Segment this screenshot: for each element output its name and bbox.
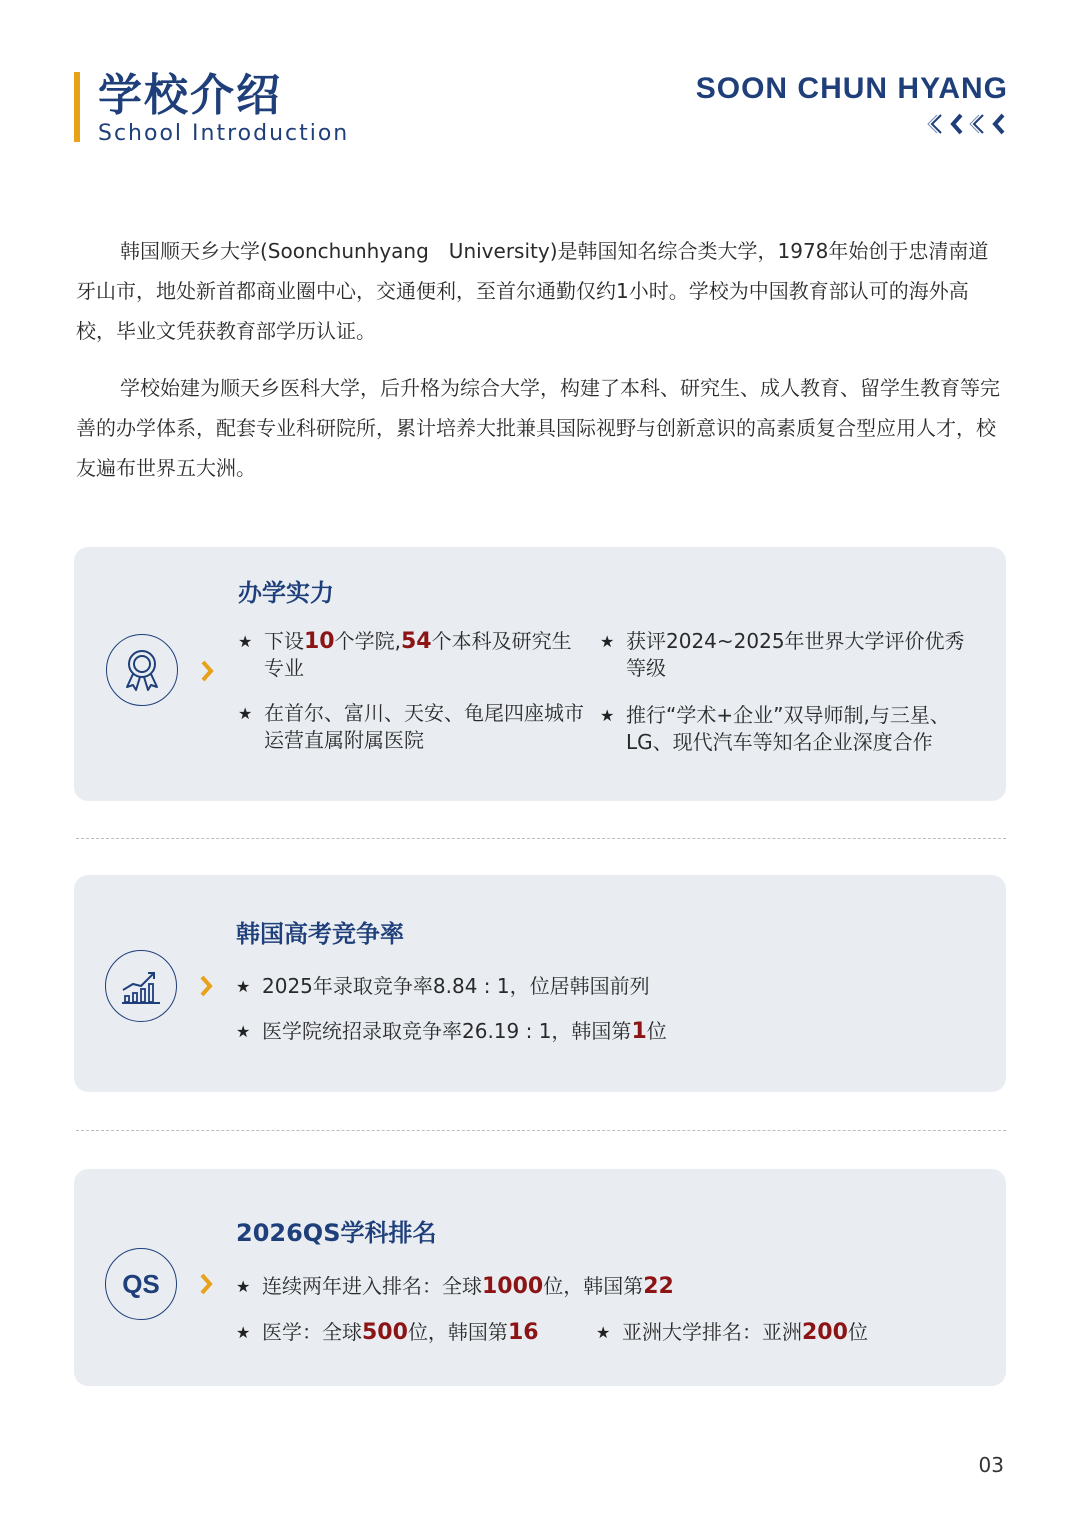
list-item: ★ 连续两年进入排名：全球1000位，韩国第22 (236, 1274, 674, 1299)
dashed-divider (76, 1130, 1006, 1131)
growth-chart-icon (105, 950, 177, 1022)
star-icon: ★ (238, 704, 253, 723)
list-item: ★ 2025年录取竞争率8.84 : 1，位居韩国前列 (236, 974, 650, 998)
star-icon: ★ (236, 1277, 251, 1296)
list-item: ★ 下设10个学院,54个本科及研究生专业 (238, 629, 572, 680)
card-title: 韩国高考竞争率 (236, 920, 404, 948)
intro-paragraph-1: 韩国顺天乡大学(Soonchunhyang University)是韩国知名综合类大学，1978年始创于忠清南道牙山市，地处新首都商业圈中心，交通便利，至首尔通勤仅约1小时。学校为中国教育部认可的海外高校，毕业文凭获教育部学历认证。 (76, 239, 989, 343)
card-title: 2026QS学科排名 (236, 1219, 437, 1247)
list-item: ★ 在首尔、富川、天安、龟尾四座城市运营直属附属医院 (238, 701, 584, 752)
star-icon: ★ (238, 632, 253, 651)
chevron-left-outline-icon (968, 110, 987, 138)
qs-badge-icon: QS (105, 1248, 177, 1320)
award-icon (106, 634, 178, 706)
list-item: ★ 医学：全球500位，韩国第16 (236, 1320, 539, 1345)
chevron-right-icon (199, 1272, 213, 1296)
chevron-right-icon (199, 974, 213, 998)
chevrons-decoration (926, 110, 1008, 138)
page-subtitle: School Introduction (98, 121, 350, 146)
dashed-divider (76, 838, 1006, 839)
chevron-left-icon (989, 110, 1008, 138)
title-accent-bar (74, 72, 80, 142)
star-icon: ★ (236, 977, 251, 996)
chevron-left-outline-icon (926, 110, 945, 138)
star-icon: ★ (600, 706, 615, 725)
page-title: 学校介绍 (98, 70, 282, 121)
brand-name: SOON CHUN HYANG (695, 72, 1008, 105)
list-item: ★ 医学院统招录取竞争率26.19 : 1，韩国第1位 (236, 1019, 667, 1044)
page-number: 03 (978, 1453, 1004, 1477)
star-icon: ★ (236, 1323, 251, 1342)
intro-paragraph-2: 学校始建为顺天乡医科大学，后升格为综合大学，构建了本科、研究生、成人教育、留学生教育等完善的办学体系，配套专业科研院所，累计培养大批兼具国际视野与创新意识的高素质复合型应用人才，校友遍布世界五大洲。 (76, 376, 1000, 480)
list-item: ★ 获评2024~2025年世界大学评价优秀等级 (600, 629, 965, 680)
list-item: ★ 亚洲大学排名：亚洲200位 (596, 1320, 868, 1345)
list-item: ★ 推行“学术+企业”双导师制,与三星、LG、现代汽车等知名企业深度合作 (600, 703, 950, 754)
chevron-right-icon (200, 659, 214, 683)
chevron-left-icon (947, 110, 966, 138)
card-title: 办学实力 (238, 579, 334, 607)
star-icon: ★ (236, 1022, 251, 1041)
star-icon: ★ (596, 1323, 611, 1342)
star-icon: ★ (600, 632, 615, 651)
